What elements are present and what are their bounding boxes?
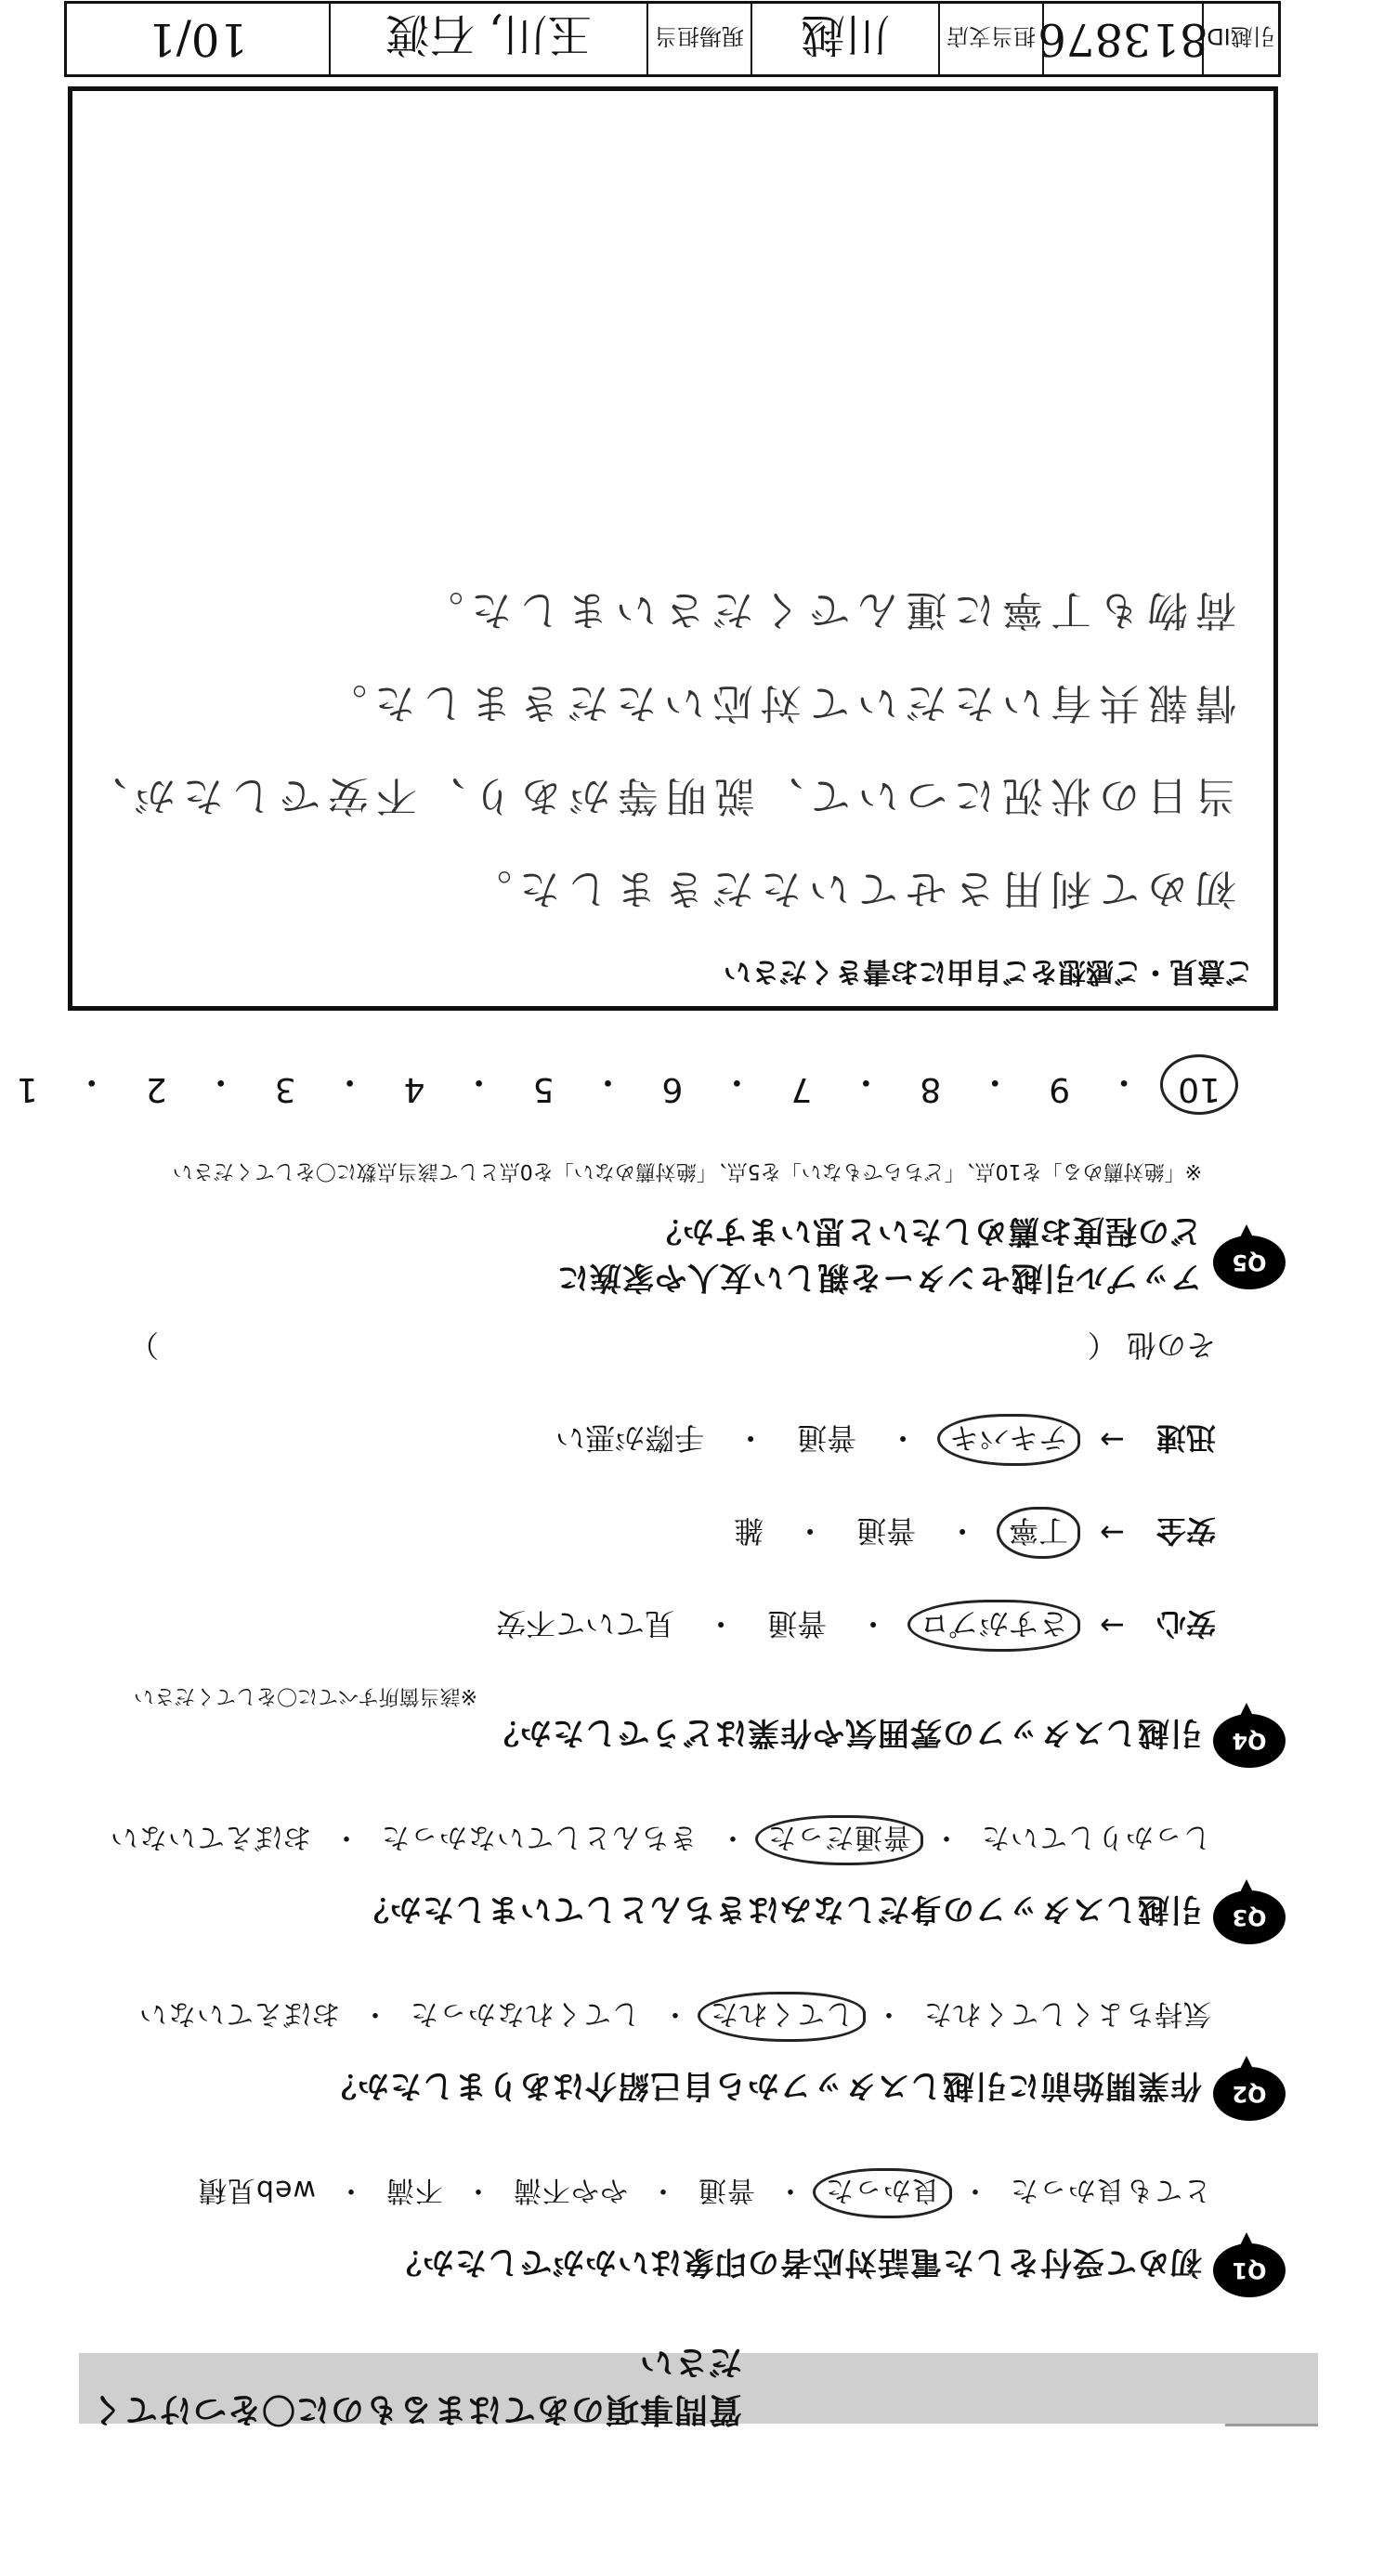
q3-option[interactable]: しっかりしていた — [981, 1821, 1211, 1853]
branch-value: 川越 — [751, 4, 938, 74]
q5-scale: 10 ・ 9 ・ 8 ・ 7 ・ 6 ・ 5 ・ 4 ・ 3 ・ 2 ・ 1 — [0, 1061, 1221, 1108]
q1-text: 初めて受付をした電話対応者の印象はいかがでしたか？ — [389, 2243, 1202, 2281]
q1-option[interactable]: とても良かった — [1010, 2174, 1211, 2206]
q5-score[interactable]: 4 — [403, 1070, 425, 1108]
q4-row-label: 安全 — [1155, 1513, 1216, 1549]
q5-note: ※「絶対薦める」を10点、「どちらでもない」を5点、「絶対薦めない」を0点として該当点数に〇をしてください — [172, 1159, 1202, 1183]
q5-score[interactable]: 3 — [274, 1070, 296, 1108]
q5-score[interactable]: 7 — [790, 1070, 813, 1108]
q2-badge-icon: Q2 — [1213, 2056, 1286, 2121]
id-strip — [64, 1, 1281, 77]
arrow-right-icon: → — [1100, 1422, 1125, 1458]
branch-label: 担当支店 — [938, 4, 1042, 74]
q4-other-row: その他 （ ） — [129, 1327, 1216, 1363]
q4-note: ※該当箇所すべてに〇をしてください — [134, 1684, 477, 1707]
q4-option-selected[interactable]: さすがプロ — [907, 1600, 1080, 1652]
q4-row-jinsoku: 迅速 → テキパキ ・ 普通 ・ 手際が悪い — [555, 1419, 1216, 1461]
q4-option[interactable]: 普通 — [856, 1513, 917, 1549]
q5-score[interactable]: 2 — [145, 1070, 167, 1108]
other-label: その他 — [1126, 1327, 1216, 1363]
q4-row-label: 迅速 — [1155, 1420, 1216, 1456]
q4-row-anzen: 安全 → 丁寧 ・ 普通 ・ 雑 — [734, 1511, 1216, 1554]
q4-option[interactable]: 雑 — [734, 1513, 764, 1549]
q4-text: 引越しスタッフの雰囲気や作業はどうでしたか？ — [487, 1714, 1202, 1751]
q5-score[interactable]: 9 — [1049, 1070, 1071, 1108]
q2-option[interactable]: 気持ちよくしてくれた — [923, 1997, 1211, 2030]
q4-row-anshin: 安心 → さすがプロ ・ 普通 ・ 見ていて不安 — [496, 1604, 1216, 1647]
q4-option[interactable]: 普通 — [767, 1606, 828, 1641]
q4-option[interactable]: 普通 — [797, 1420, 857, 1456]
q4-option-selected[interactable]: 丁寧 — [997, 1507, 1080, 1559]
q2-option[interactable]: してくれなかった — [410, 1997, 640, 2030]
q5-score-selected[interactable]: 10 — [1160, 1054, 1238, 1115]
q5-score[interactable]: 5 — [532, 1070, 555, 1108]
q3-option-selected[interactable]: 普通だった — [755, 1815, 923, 1865]
id-value: 813876 — [1042, 4, 1202, 74]
comments-box[interactable] — [68, 86, 1278, 1011]
date-value: 10/1 — [148, 13, 248, 65]
comment-line: 荷物も丁寧に運んでくださいました。 — [415, 586, 1236, 634]
q1-option[interactable]: やや不満 — [513, 2174, 628, 2206]
q4-option[interactable]: 見ていて不安 — [496, 1606, 675, 1641]
q1-option[interactable]: 普通 — [698, 2174, 755, 2206]
q5-text-line1: アップル引越センターを親しい友人や家族に — [556, 1259, 1202, 1296]
arrow-right-icon: → — [1100, 1515, 1125, 1550]
q4-badge-icon: Q4 — [1213, 1703, 1286, 1768]
q5-text-line2: どの程度お薦めしたいと思いますか？ — [649, 1212, 1202, 1249]
staff-label: 現場担当 — [646, 4, 751, 74]
q4-row-label: 安心 — [1155, 1606, 1216, 1641]
instructions-banner — [79, 2343, 1318, 2428]
q1-badge-icon: Q1 — [1213, 2232, 1286, 2297]
q2-text: 作業開始前に引越しスタッフから自己紹介はありましたか？ — [324, 2067, 1202, 2104]
q3-badge-icon: Q3 — [1213, 1879, 1286, 1944]
q3-option[interactable]: おぼえていない — [110, 1821, 311, 1853]
staff-value: 玉川, 石渡 — [329, 4, 646, 74]
q1-options: とても良かった ・ 良かった ・ 普通 ・ やや不満 ・ 不満 ・ web見積 — [198, 2173, 1211, 2214]
q3-options: しっかりしていた ・ 普通だった ・ きちんとしていなかった ・ おぼえていない — [110, 1820, 1211, 1861]
q3-text: 引越しスタッフの身だしなみはきちんとしていましたか？ — [357, 1890, 1202, 1928]
comment-line: 初めて利用させていただきました。 — [463, 865, 1236, 912]
q3-option[interactable]: きちんとしていなかった — [381, 1821, 698, 1853]
banner-divider — [1225, 2424, 1318, 2426]
q2-option[interactable]: おぼえていない — [138, 1997, 340, 2030]
id-label: 引越ID — [1202, 4, 1278, 74]
q4-option-selected[interactable]: テキパキ — [937, 1414, 1080, 1466]
q2-option-selected[interactable]: してくれた — [698, 1992, 866, 2042]
q5-score[interactable]: 8 — [920, 1070, 942, 1108]
q5-score[interactable]: 6 — [661, 1070, 684, 1108]
q1-option[interactable]: 不満 — [385, 2174, 443, 2206]
comment-line: 情報共有いただいて対応いただきました。 — [319, 679, 1236, 726]
q1-option-selected[interactable]: 良かった — [813, 2168, 952, 2218]
q5-score[interactable]: 1 — [16, 1070, 38, 1108]
q4-option[interactable]: 手際が悪い — [555, 1420, 705, 1456]
comment-line: 当日の状況について、説明等があり、不安でしたが、 — [78, 772, 1236, 819]
instructions-title: 質問事項のあてはまるものに〇をつけてください — [88, 2343, 742, 2428]
q1-option[interactable]: web見積 — [197, 2174, 316, 2206]
q2-options: 気持ちよくしてくれた ・ してくれた ・ してくれなかった ・ おぼえていない — [138, 1996, 1211, 2037]
q5-badge-icon: Q5 — [1213, 1224, 1286, 1289]
comments-title: ご意見・ご感想をご自由にお書きください — [724, 955, 1253, 987]
arrow-right-icon: → — [1100, 1608, 1125, 1643]
